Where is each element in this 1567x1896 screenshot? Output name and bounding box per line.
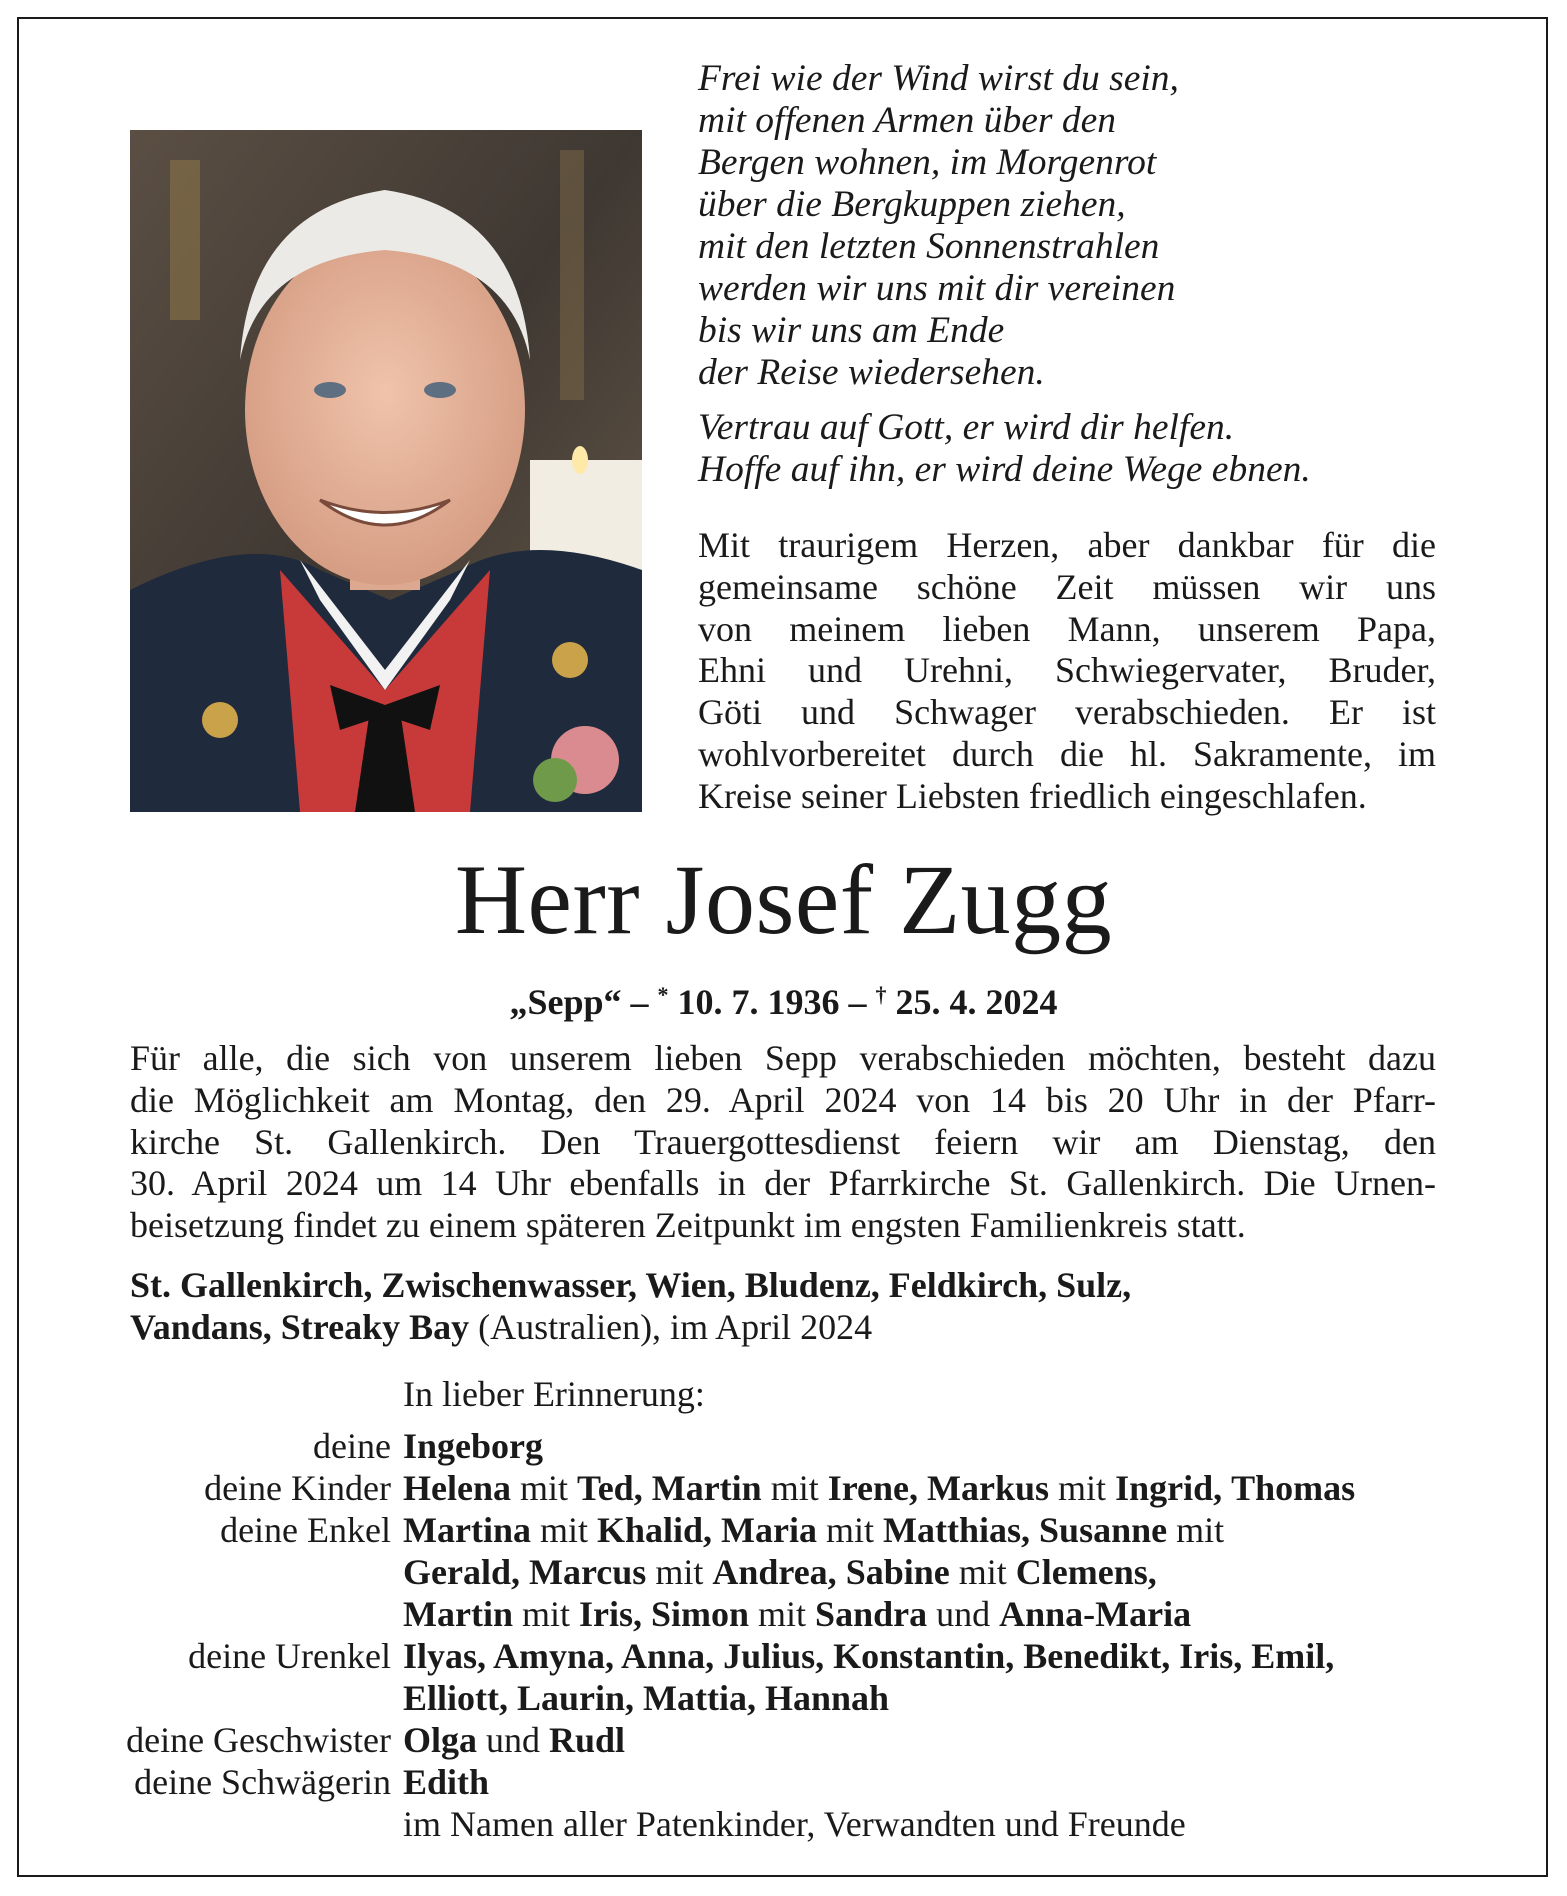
places-bold: Vandans, Streaky Bay — [130, 1307, 470, 1347]
family-row-sister-in-law — [0, 1761, 1567, 1803]
poem-line: mit offenen Armen über den — [698, 100, 1116, 141]
nickname: „Sepp“ — [509, 982, 622, 1022]
family-name: Rudl — [549, 1720, 626, 1760]
poem-line: Hoffe auf ihn, er wird deine Wege ebnen. — [698, 449, 1311, 490]
family-name: Gerald, — [403, 1552, 520, 1592]
family-name: Susanne — [1039, 1510, 1168, 1550]
family-name: Sandra — [815, 1594, 928, 1634]
family-list — [0, 1425, 1567, 1803]
info-line: die Möglichkeit am Montag, den 29. April 2024 von 14 bis 20 Uhr in der Pfarr- — [130, 1079, 1436, 1120]
intro-line: Göti und Schwager verabschieden. Er ist — [698, 692, 1436, 733]
info-line: 30. April 2024 um 14 Uhr ebenfalls in der Pfarrkirche St. Gallenkirch. Die Urnen- — [130, 1163, 1436, 1204]
poem-line: mit den letzten Sonnenstrahlen — [698, 226, 1160, 267]
relation-label: deine Enkel — [220, 1510, 391, 1550]
death-date: 25. 4. 2024 — [886, 982, 1058, 1022]
intro-paragraph — [698, 525, 1436, 818]
family-row-children — [0, 1467, 1567, 1509]
connector: mit — [758, 1594, 807, 1634]
family-name: Ingeborg — [403, 1426, 544, 1466]
connector: und — [486, 1720, 541, 1760]
poem-line: Frei wie der Wind wirst du sein, — [698, 58, 1179, 99]
birth-symbol: * — [657, 982, 669, 1007]
relation-label: deine Urenkel — [188, 1636, 391, 1676]
family-name: Clemens, — [1015, 1552, 1157, 1592]
connector: mit — [1176, 1510, 1225, 1550]
family-name: Martina — [403, 1510, 531, 1550]
family-name: Ted, — [577, 1468, 643, 1508]
connector: und — [936, 1594, 991, 1634]
family-row-great-grandchildren-cont — [0, 1677, 1567, 1719]
birth-date: 10. 7. 1936 — [668, 982, 840, 1022]
deceased-name: Herr Josef Zugg — [454, 844, 1113, 955]
death-symbol: † — [875, 982, 887, 1007]
family-name: Martin — [403, 1594, 513, 1634]
family-name: Iris, — [578, 1594, 642, 1634]
intro-line: wohlvorbereitet durch die hl. Sakramente, im — [698, 733, 1436, 774]
poem — [698, 58, 1458, 504]
relation-label: deine Schwägerin — [134, 1762, 391, 1802]
connector: mit — [770, 1468, 819, 1508]
connector: mit — [958, 1552, 1007, 1592]
relation-label: deine — [313, 1426, 391, 1466]
intro-line: Mit traurigem Herzen, aber dankbar für die — [698, 525, 1436, 565]
info-line: beisetzung findet zu einem späteren Zeitpunkt im engsten Familienkreis statt. — [130, 1205, 1246, 1246]
info-line: Für alle, die sich von unserem lieben Sepp verabschieden möchten, besteht dazu — [130, 1038, 1436, 1078]
family-row-grandchildren-cont — [0, 1551, 1567, 1593]
family-name: Edith — [403, 1762, 490, 1802]
funeral-info — [130, 1038, 1436, 1247]
poem-line: werden wir uns mit dir vereinen — [698, 268, 1176, 309]
connector: mit — [521, 1594, 570, 1634]
family-name: Olga — [403, 1720, 478, 1760]
separator: – — [621, 982, 658, 1022]
places-rest: (Australien), im April 2024 — [469, 1307, 873, 1347]
info-line: kirche St. Gallenkirch. Den Trauergottesdienst feiern wir am Dienstag, den — [130, 1121, 1436, 1162]
intro-line: Ehni und Urehni, Schwiegervater, Bruder, — [698, 650, 1436, 691]
family-name: Ingrid, — [1115, 1468, 1223, 1508]
memory-heading: In lieber Erinnerung: — [403, 1374, 705, 1414]
family-name: Khalid, — [596, 1510, 713, 1550]
places-bold: St. Gallenkirch, Zwischenwasser, Wien, Bludenz, Feldkirch, Sulz, — [130, 1265, 1132, 1305]
closing-line: im Namen aller Patenkinder, Verwandten und Freunde — [403, 1804, 1186, 1844]
intro-line: von meinem lieben Mann, unserem Papa, — [698, 608, 1436, 649]
separator: – — [839, 982, 876, 1022]
family-name: Irene, — [827, 1468, 919, 1508]
life-dates — [0, 973, 1567, 1024]
family-name: Helena — [403, 1468, 511, 1508]
relation-label: deine Kinder — [204, 1468, 391, 1508]
poem-line: Vertrau auf Gott, er wird dir helfen. — [698, 407, 1235, 448]
family-name: Markus — [927, 1468, 1050, 1508]
family-name: Marcus — [528, 1552, 647, 1592]
connector: mit — [1058, 1468, 1107, 1508]
family-name: Andrea, — [712, 1552, 837, 1592]
poem-line: über die Bergkuppen ziehen, — [698, 184, 1126, 225]
relation-label: deine Geschwister — [126, 1720, 391, 1760]
family-name: Matthias, — [883, 1510, 1031, 1550]
portrait-photo — [130, 130, 642, 812]
family-name: Simon — [650, 1594, 750, 1634]
family-row-siblings — [0, 1719, 1567, 1761]
family-row-great-grandchildren — [0, 1635, 1567, 1677]
family-name: Sabine — [845, 1552, 950, 1592]
poem-stanza-1 — [698, 58, 1458, 394]
family-row-grandchildren-cont — [0, 1593, 1567, 1635]
family-row-grandchildren — [0, 1509, 1567, 1551]
connector: mit — [539, 1510, 588, 1550]
family-name: Elliott, Laurin, Mattia, Hannah — [403, 1678, 890, 1718]
family-name: Thomas — [1231, 1468, 1356, 1508]
poem-stanza-2 — [698, 407, 1458, 491]
poem-line: Bergen wohnen, im Morgenrot — [698, 142, 1157, 183]
intro-line: Kreise seiner Liebsten friedlich eingeschlafen. — [698, 775, 1367, 816]
family-name: Maria — [721, 1510, 818, 1550]
connector: mit — [655, 1552, 704, 1592]
poem-line: bis wir uns am Ende — [698, 310, 1005, 351]
intro-line: gemeinsame schöne Zeit müssen wir uns — [698, 566, 1436, 607]
places-line — [130, 1264, 1436, 1348]
family-name: Ilyas, Amyna, Anna, Julius, Konstantin, Benedikt, Iris, Emil, — [403, 1636, 1335, 1676]
family-name: Martin — [651, 1468, 762, 1508]
family-row-wife — [0, 1425, 1567, 1467]
connector: mit — [826, 1510, 875, 1550]
poem-line: der Reise wiedersehen. — [698, 352, 1045, 393]
connector: mit — [519, 1468, 568, 1508]
family-name: Anna-Maria — [999, 1594, 1192, 1634]
